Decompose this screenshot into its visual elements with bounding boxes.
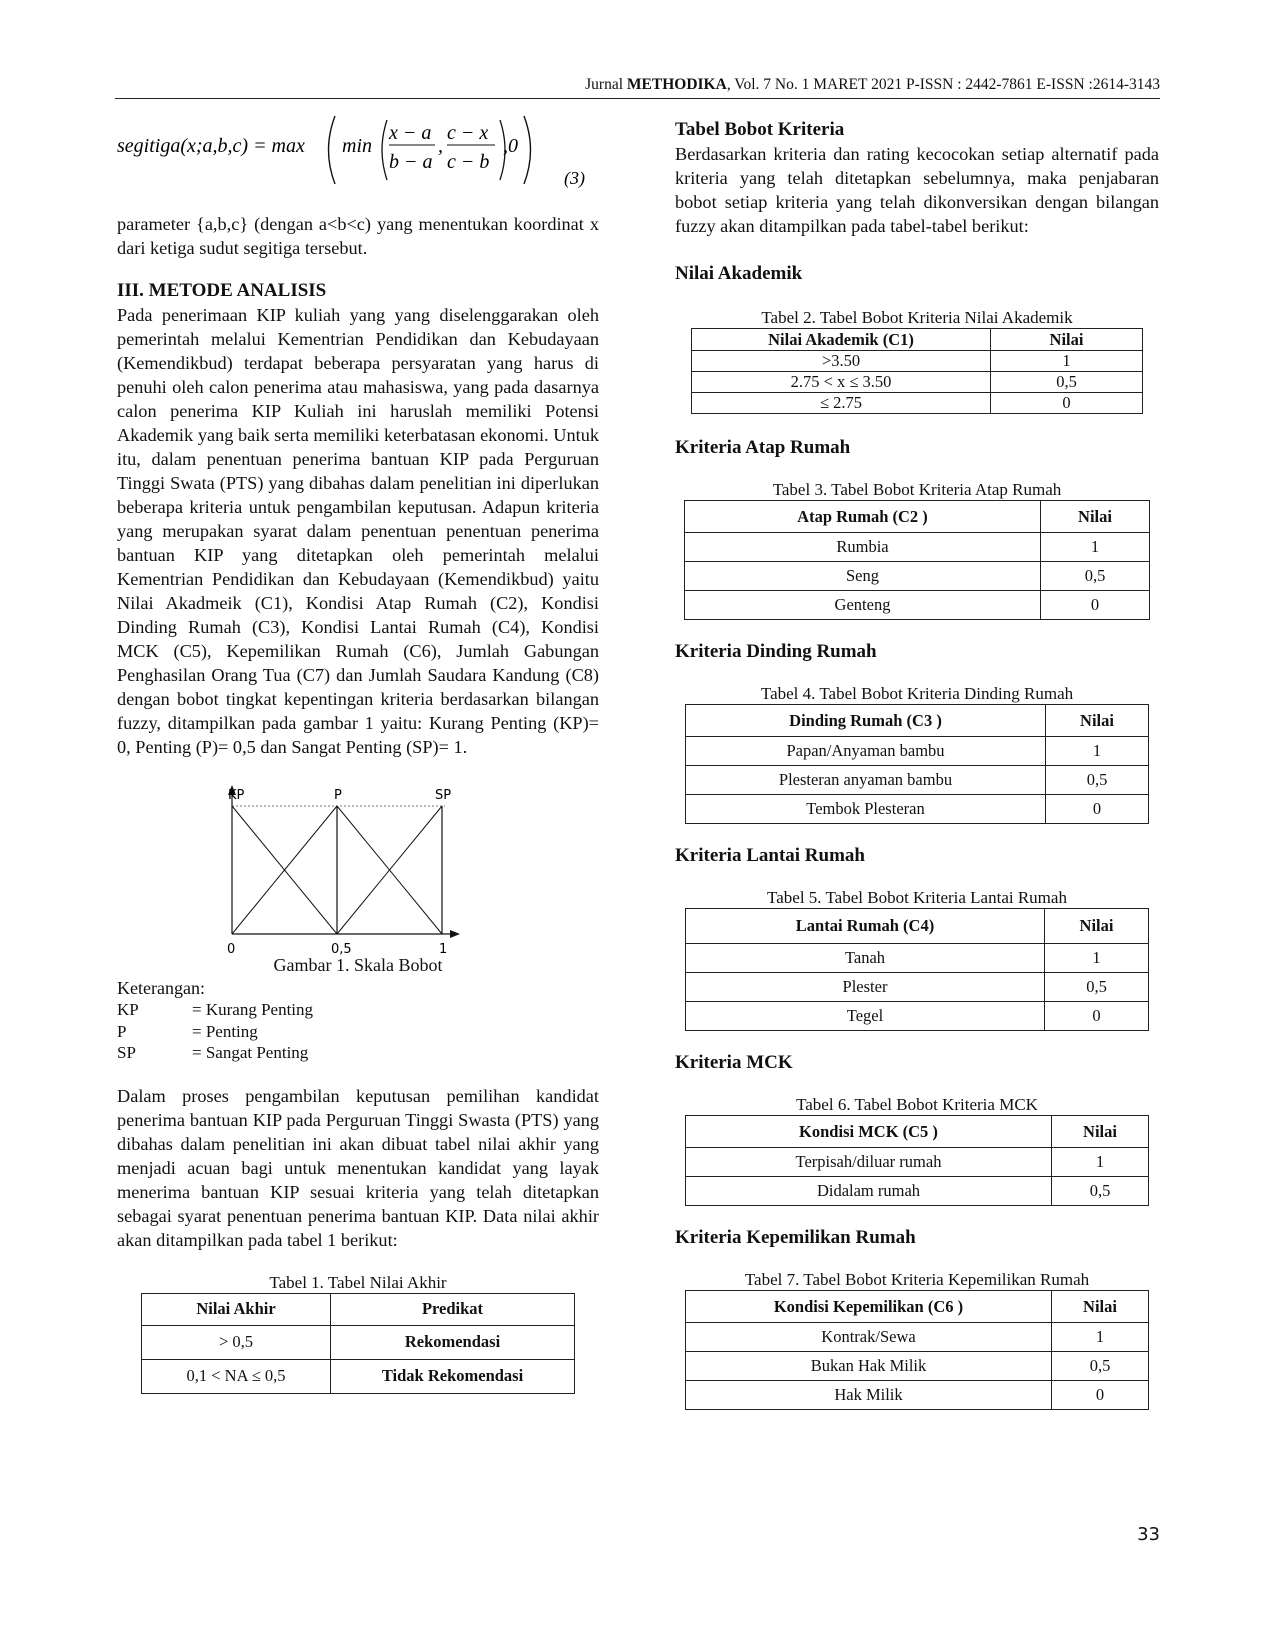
table-header: Kondisi Kepemilikan (C6 ) bbox=[686, 1291, 1052, 1323]
table-cell: 0 bbox=[1052, 1381, 1149, 1410]
table-cell: Kontrak/Sewa bbox=[686, 1323, 1052, 1352]
table-cell: 0,5 bbox=[1045, 973, 1149, 1002]
criteria-section bbox=[675, 1051, 1159, 1206]
formula-svg bbox=[117, 112, 599, 212]
fraction1-numerator: x − a bbox=[389, 122, 432, 144]
table-row bbox=[685, 591, 1150, 620]
table-header: Nilai bbox=[1046, 705, 1149, 737]
table-cell: 1 bbox=[1046, 737, 1149, 766]
left-column bbox=[117, 112, 599, 1394]
formula-3 bbox=[117, 112, 599, 212]
x-axis-arrow bbox=[450, 930, 460, 938]
table-cell: Plesteran anyaman bambu bbox=[686, 766, 1046, 795]
table-nilai-akhir bbox=[141, 1293, 575, 1394]
criteria-heading: Kriteria Atap Rumah bbox=[675, 437, 851, 458]
formula-lhs: segitiga(x;a,b,c) = max bbox=[117, 135, 305, 157]
table-header: Lantai Rumah (C4) bbox=[686, 909, 1045, 944]
page-number: 33 bbox=[1137, 1524, 1160, 1545]
table-row bbox=[686, 1381, 1149, 1410]
table-row bbox=[686, 1352, 1149, 1381]
figure-1 bbox=[117, 781, 599, 957]
table-caption: Tabel 7. Tabel Bobot Kriteria Kepemilikan Rumah bbox=[744, 1270, 1090, 1289]
table-cell: ≤ 2.75 bbox=[692, 393, 991, 414]
tick-0: 0 bbox=[227, 942, 236, 957]
table-cell: 1 bbox=[991, 351, 1143, 372]
criteria-section bbox=[675, 436, 1159, 620]
table-cell: 2.75 < x ≤ 3.50 bbox=[692, 372, 991, 393]
table-cell: >3.50 bbox=[692, 351, 991, 372]
section-title: III. METODE ANALISIS bbox=[117, 280, 327, 301]
figure-caption: Gambar 1. Skala Bobot bbox=[273, 955, 443, 975]
table-cell: 0,5 bbox=[1052, 1177, 1149, 1206]
table-caption: Tabel 3. Tabel Bobot Kriteria Atap Rumah bbox=[772, 480, 1062, 499]
label-p: P bbox=[334, 788, 342, 803]
table-cell: 0 bbox=[1041, 591, 1150, 620]
table-cell: Tanah bbox=[686, 944, 1045, 973]
table-cell: Rekomendasi bbox=[331, 1325, 575, 1359]
table-row bbox=[692, 372, 1143, 393]
table-cell: 1 bbox=[1052, 1148, 1149, 1177]
table-cell: 0 bbox=[991, 393, 1143, 414]
table-cell: Terpisah/diluar rumah bbox=[686, 1148, 1052, 1177]
table-cell: Genteng bbox=[685, 591, 1041, 620]
method-paragraph: Pada penerimaan KIP kuliah yang yang diselenggarakan oleh pemerintah melalui Kementrian Pendidikan dan Kebudayaan (Kemendikbud) terdapat beberapa persyaratan yang harus di penuhi oleh calon penerima atau mahasiswa, yang pada dasarnya calon penerima KIP Kuliah ini haruslah memiliki Potensi Akademik yang baik serta memiliki keterbatasan ekonomi. Untuk itu, dalam penentuan penerima bantuan KIP pada Perguruan Tinggi Swata (PTS) yang dibahas dalam penelitian ini diperlukan beberapa kriteria untuk pengambilan keputusan. Adapun kriteria yang merupakan syarat dalam penentuan penentuan penerima bantuan KIP yang ditetapkan oleh pemerintah melalui Kementrian Pendidikan dan Kebudayaan (Kemendikbud) yaitu Nilai Akadmeik (C1), Kondisi Atap Rumah (C2), Kondisi Dinding Rumah (C3), Kondisi Lantai Rumah (C4), Kondisi MCK (C5), Kepemilikan Rumah (C6), Jumlah Gabungan Penghasilan Orang Tua (C7) dan Jumlah Saudara Kandung (C8) dengan bobot tingkat kepentingan kriteria berdasarkan bilangan fuzzy, ditampilkan pada gambar 1 yaitu: Kurang Penting (KP)= 0, Penting (P)= 0,5 dan Sangat Penting (SP)= 1. bbox=[117, 305, 599, 757]
fuzzy-scale-chart bbox=[117, 781, 599, 957]
table-row bbox=[686, 1323, 1149, 1352]
table-row bbox=[686, 973, 1149, 1002]
fraction2-denominator: c − b bbox=[447, 151, 490, 173]
table-header: Nilai Akademik (C1) bbox=[692, 329, 991, 351]
table-cell: Hak Milik bbox=[686, 1381, 1052, 1410]
table-caption: Tabel 5. Tabel Bobot Kriteria Lantai Rumah bbox=[767, 888, 1067, 907]
table-row bbox=[686, 1002, 1149, 1031]
outer-paren-right bbox=[524, 116, 531, 184]
inner-paren-left bbox=[382, 120, 387, 180]
table-header: Nilai Akhir bbox=[142, 1293, 331, 1325]
criteria-heading: Kriteria MCK bbox=[675, 1052, 793, 1073]
criteria-heading: Kriteria Lantai Rumah bbox=[675, 845, 865, 866]
table-row bbox=[685, 562, 1150, 591]
table-cell: Plester bbox=[686, 973, 1045, 1002]
table-cell: 0,5 bbox=[1052, 1352, 1149, 1381]
criteria-heading: Nilai Akademik bbox=[675, 263, 803, 284]
table-caption: Tabel 2. Tabel Bobot Kriteria Nilai Akademik bbox=[761, 308, 1073, 327]
table-header: Predikat bbox=[331, 1293, 575, 1325]
table-cell: 0,5 bbox=[1041, 562, 1150, 591]
table-cell: Didalam rumah bbox=[686, 1177, 1052, 1206]
parameter-text: parameter {a,b,c} (dengan a<b<c) yang menentukan koordinat x dari ketiga sudut segitiga tersebut. bbox=[117, 214, 599, 258]
table-cell: 1 bbox=[1045, 944, 1149, 973]
formula-zero: ,0 bbox=[503, 135, 518, 157]
table-cell: Rumbia bbox=[685, 533, 1041, 562]
table-header: Kondisi MCK (C5 ) bbox=[686, 1116, 1052, 1148]
right-intro: Berdasarkan kriteria dan rating kecocokan setiap alternatif pada kriteria yang telah ditetapkan sebelumnya, maka penjabaran bobot setiap kriteria yang telah dikonversikan dengan bilangan fuzzy akan ditampilkan pada tabel-tabel berikut: bbox=[675, 144, 1159, 236]
criteria-table bbox=[691, 328, 1143, 414]
label-sp: SP bbox=[435, 788, 452, 803]
criteria-section bbox=[675, 640, 1159, 824]
fraction1-denominator: b − a bbox=[389, 151, 433, 173]
table-row bbox=[692, 393, 1143, 414]
legend bbox=[117, 977, 599, 1064]
criteria-section bbox=[675, 1226, 1159, 1410]
table-caption: Tabel 6. Tabel Bobot Kriteria MCK bbox=[796, 1095, 1038, 1114]
table-cell: Tembok Plesteran bbox=[686, 795, 1046, 824]
table-header: Nilai bbox=[1052, 1291, 1149, 1323]
label-kp: KP bbox=[228, 788, 245, 803]
journal-details: , Vol. 7 No. 1 MARET 2021 P-ISSN : 2442-7861 E-ISSN :2614-3143 bbox=[726, 76, 1160, 93]
formula-min: min bbox=[342, 135, 372, 157]
legend-row: SP = Sangat Penting bbox=[117, 1043, 309, 1062]
criteria-table bbox=[685, 704, 1149, 824]
legend-row: KP = Kurang Penting bbox=[117, 1000, 314, 1019]
journal-prefix: Jurnal bbox=[585, 76, 624, 93]
fraction2-numerator: c − x bbox=[447, 122, 489, 144]
table-cell: 0,5 bbox=[991, 372, 1143, 393]
table-caption: Tabel 4. Tabel Bobot Kriteria Dinding Rumah bbox=[760, 684, 1074, 703]
table-row bbox=[686, 944, 1149, 973]
criteria-sections bbox=[675, 262, 1159, 1410]
criteria-table bbox=[684, 500, 1150, 620]
table-header: Nilai bbox=[1052, 1116, 1149, 1148]
table-cell: Bukan Hak Milik bbox=[686, 1352, 1052, 1381]
right-title: Tabel Bobot Kriteria bbox=[675, 119, 845, 140]
table-row bbox=[686, 737, 1149, 766]
criteria-table bbox=[685, 908, 1149, 1031]
criteria-section bbox=[675, 262, 1159, 414]
table-row bbox=[685, 533, 1150, 562]
table-cell: 1 bbox=[1052, 1323, 1149, 1352]
outer-paren-left bbox=[329, 116, 336, 184]
table-cell: 0 bbox=[1046, 795, 1149, 824]
final-score-paragraph: Dalam proses pengambilan keputusan pemilihan kandidat penerima bantuan KIP pada Perguruan Tinggi Swasta (PTS) yang dibahas dalam penelitian ini akan dibuat tabel nilai akhir yang menjadi acuan bagi untuk menentukan kandidat yang layak menerima bantuan KIP sesuai kriteria yang telah ditetapkan sebagai syarat penentuan penerima bantuan KIP. Data nilai akhir akan ditampilkan pada tabel 1 berikut: bbox=[117, 1085, 599, 1250]
table-cell: Tegel bbox=[686, 1002, 1045, 1031]
table-header: Nilai bbox=[1045, 909, 1149, 944]
table-row bbox=[692, 351, 1143, 372]
legend-title: Keterangan: bbox=[117, 978, 205, 998]
running-header bbox=[115, 76, 1160, 99]
table-cell: Tidak Rekomendasi bbox=[331, 1359, 575, 1393]
tick-0-5: 0,5 bbox=[331, 942, 352, 957]
table-header: Dinding Rumah (C3 ) bbox=[686, 705, 1046, 737]
right-column bbox=[675, 118, 1159, 1410]
table-row bbox=[686, 1177, 1149, 1206]
criteria-table bbox=[685, 1115, 1149, 1206]
table1-caption: Tabel 1. Tabel Nilai Akhir bbox=[269, 1272, 447, 1292]
table-header: Atap Rumah (C2 ) bbox=[685, 501, 1041, 533]
table-cell: 0 bbox=[1045, 1002, 1149, 1031]
table-cell: Papan/Anyaman bambu bbox=[686, 737, 1046, 766]
table-row bbox=[686, 1148, 1149, 1177]
criteria-section bbox=[675, 844, 1159, 1031]
equation-number: (3) bbox=[564, 168, 585, 188]
table-cell: 1 bbox=[1041, 533, 1150, 562]
criteria-heading: Kriteria Dinding Rumah bbox=[675, 641, 877, 662]
tick-1: 1 bbox=[439, 942, 448, 957]
table-header: Nilai bbox=[991, 329, 1143, 351]
table-header: Nilai bbox=[1041, 501, 1150, 533]
table-cell: 0,5 bbox=[1046, 766, 1149, 795]
table-cell: 0,1 < NA ≤ 0,5 bbox=[142, 1359, 331, 1393]
criteria-heading: Kriteria Kepemilikan Rumah bbox=[675, 1227, 916, 1248]
table-cell: Seng bbox=[685, 562, 1041, 591]
table-row bbox=[686, 795, 1149, 824]
table-row bbox=[686, 766, 1149, 795]
criteria-table bbox=[685, 1290, 1149, 1410]
table-cell: > 0,5 bbox=[142, 1325, 331, 1359]
journal-name: METHODIKA bbox=[626, 76, 727, 93]
legend-row: P = Penting bbox=[117, 1021, 258, 1041]
svg-text:,: , bbox=[438, 135, 443, 157]
